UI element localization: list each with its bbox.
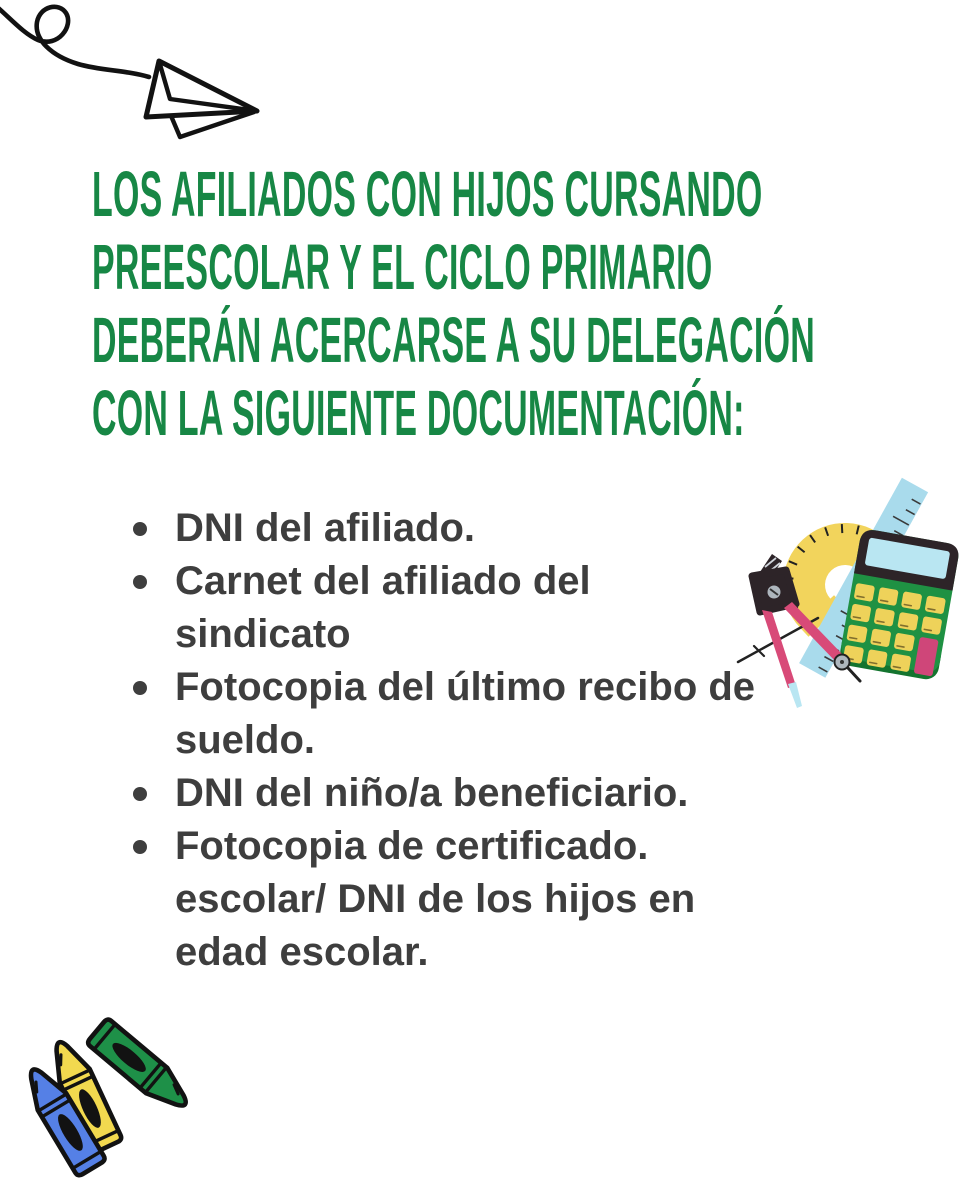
paper-plane-doodle-icon [0,0,280,150]
requirements-list [100,502,772,979]
math-tools-illustration [710,470,960,750]
flyer-heading [92,158,960,450]
list-item [100,661,772,767]
heading-line-4: CON LA SIGUIENTE DOCUMENTACIÓN: [92,377,745,449]
list-item [100,555,772,661]
list-item [100,767,772,820]
heading-line-3: DEBERÁN ACERCARSE A SU DELEGACIÓN [92,304,816,376]
list-item [100,820,772,979]
heading-line-2: PREESCOLAR Y EL CICLO PRIMARIO [92,231,713,303]
list-item [100,502,772,555]
list-item-text: DNI del niño/a beneficiario. [175,771,689,815]
list-item-text: Fotocopia del último recibo de sueldo. [175,665,756,762]
list-item-text: Fotocopia de certificado. escolar/ DNI de los hijos en edad escolar. [175,824,696,974]
doodle-squiggle [0,6,149,77]
list-item-text: DNI del afiliado. [175,506,476,550]
crayons-illustration [0,1015,240,1200]
heading-line-1: LOS AFILIADOS CON HIJOS CURSANDO [92,158,763,230]
list-item-text: Carnet del afiliado del sindicato [175,559,591,656]
